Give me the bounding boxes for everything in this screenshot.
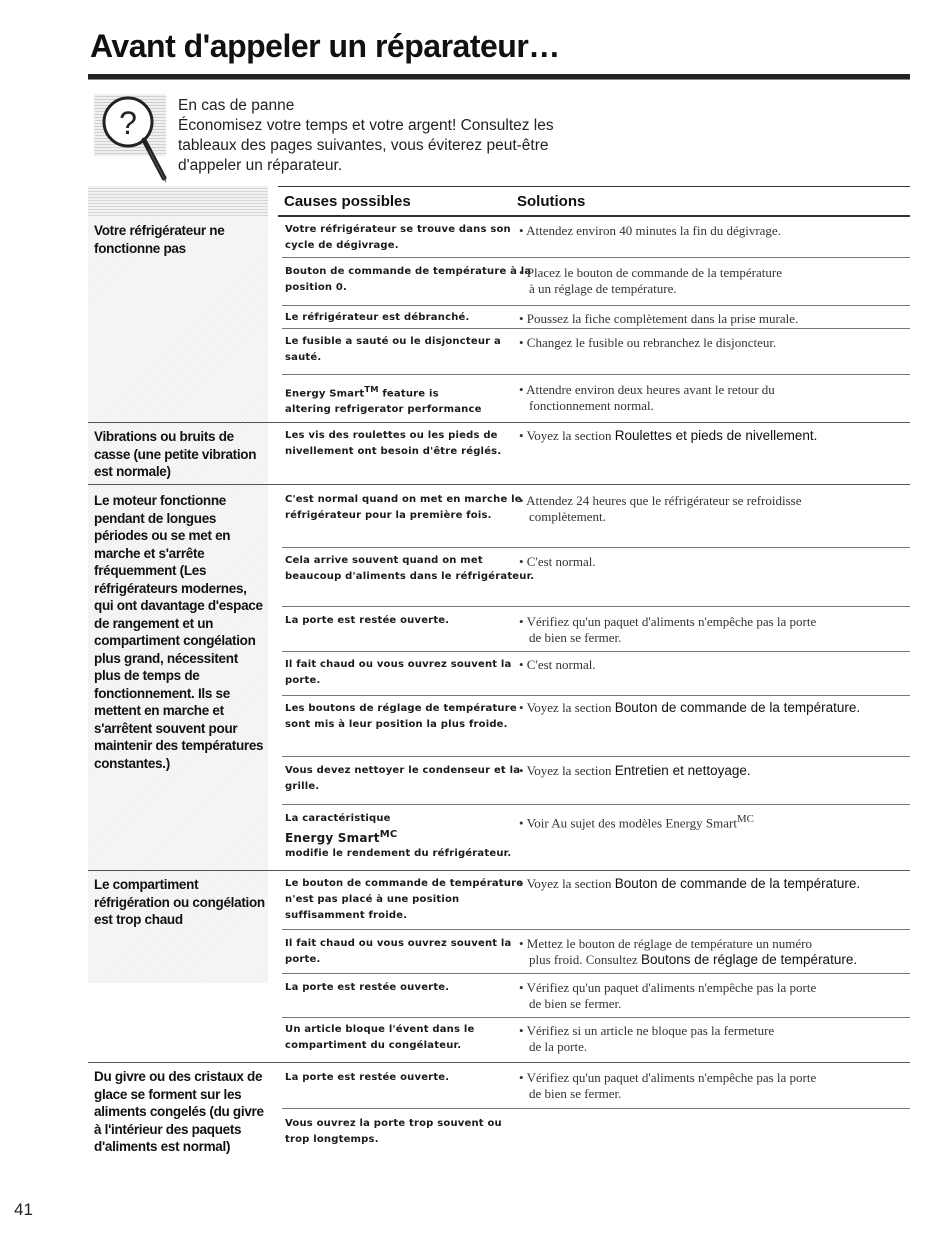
solution-text: • Placez le bouton de commande de la température à un réglage de température. bbox=[519, 265, 782, 296]
cause-text: C'est normal quand on met en marche le réfrigérateur pour la première fois. bbox=[285, 494, 522, 521]
page-title: Avant d'appeler un réparateur… bbox=[90, 28, 560, 64]
header-rule-bottom bbox=[278, 215, 910, 217]
cause-text: Cela arrive souvent quand on met beaucoup d'aliments dans le réfrigérateur. bbox=[285, 555, 535, 582]
solution-text: • C'est normal. bbox=[519, 554, 596, 569]
solution-text: • Voyez la section Roulettes et pieds de nivellement. bbox=[519, 428, 818, 443]
cause-text: Vous ouvrez la porte trop souvent ou trop longtemps. bbox=[285, 1118, 502, 1145]
column-header-causes: Causes possibles bbox=[284, 193, 411, 210]
row-divider bbox=[282, 1108, 910, 1109]
solution-text: • C'est normal. bbox=[519, 657, 596, 672]
intro-line: Économisez votre temps et votre argent! Consultez les bbox=[178, 117, 554, 134]
solution-text: • Vérifiez si un article ne bloque pas la fermeture de la porte. bbox=[519, 1023, 775, 1054]
section-divider bbox=[88, 870, 910, 871]
solution-text: • Changez le fusible ou rebranchez le disjoncteur. bbox=[519, 335, 777, 350]
cause-text: La porte est restée ouverte. bbox=[285, 982, 450, 993]
solution-text: • Voyez la section Entretien et nettoyage. bbox=[519, 763, 751, 778]
cause-text: Le fusible a sauté ou le disjoncteur a sauté. bbox=[285, 336, 501, 363]
intro-line: d'appeler un réparateur. bbox=[178, 157, 343, 174]
row-divider bbox=[282, 973, 910, 974]
problem-label: Le moteur fonctionne pendant de longues périodes ou se met en marche et s'arrête fréquemment (Les réfrigérateurs modernes, qui ont davantage d'espace de rangement et un compartiment congélation plus grand, nécessitent plus de temps de fonctionnement. Ils se mettent en marche et s'arrêtent souvent pour maintenir des températures constantes.) bbox=[94, 493, 264, 771]
cause-text: Un article bloque l'évent dans le compartiment du congélateur. bbox=[285, 1024, 475, 1051]
solution-text: • Vérifiez qu'un paquet d'aliments n'empêche pas la porte de bien se fermer. bbox=[519, 1070, 817, 1101]
solution-text: • Attendre environ deux heures avant le retour du fonctionnement normal. bbox=[519, 382, 775, 413]
cause-text: Votre réfrigérateur se trouve dans son cycle de dégivrage. bbox=[285, 224, 511, 251]
row-divider bbox=[282, 651, 910, 652]
solution-text: • Voir Au sujet des modèles Energy Smart$^{MC}$ bbox=[519, 813, 754, 831]
section-divider bbox=[88, 484, 910, 485]
section-divider bbox=[88, 1062, 910, 1063]
row-divider bbox=[282, 606, 910, 607]
cause-text: La caractéristique Energy Smart$^{MC}$ modifie le rendement du réfrigérateur. bbox=[285, 813, 512, 859]
cause-text: Vous devez nettoyer le condenseur et la grille. bbox=[285, 765, 521, 792]
problem-label: Du givre ou des cristaux de glace se forment sur les aliments congelés (du givre à l'intérieur des paquets d'aliments est normal) bbox=[94, 1069, 264, 1154]
section-divider bbox=[88, 422, 910, 423]
row-divider bbox=[282, 374, 910, 375]
problem-label: Le compartiment réfrigération ou congélation est trop chaud bbox=[94, 877, 265, 927]
row-divider bbox=[282, 257, 910, 258]
row-divider bbox=[282, 328, 910, 329]
cause-text: Les vis des roulettes ou les pieds de nivellement ont besoin d'être réglés. bbox=[285, 430, 502, 457]
cause-text: Energy Smart™ feature is altering refrigerator performance bbox=[285, 384, 482, 416]
solution-text: • Vérifiez qu'un paquet d'aliments n'empêche pas la porte de bien se fermer. bbox=[519, 614, 817, 645]
cause-text: La porte est restée ouverte. bbox=[285, 615, 450, 626]
page-number: 41 bbox=[14, 1200, 33, 1219]
cause-text: Il fait chaud ou vous ouvrez souvent la porte. bbox=[285, 938, 512, 965]
header-rule-top bbox=[278, 186, 910, 187]
row-divider bbox=[282, 695, 910, 696]
row-divider bbox=[282, 804, 910, 805]
solution-text: • Attendez environ 40 minutes la fin du dégivrage. bbox=[519, 223, 781, 238]
header-band bbox=[88, 186, 268, 216]
problem-label: Vibrations ou bruits de casse (une petite vibration est normale) bbox=[94, 429, 257, 479]
row-divider bbox=[282, 1017, 910, 1018]
column-header-solutions: Solutions bbox=[517, 193, 586, 210]
cause-text: Les boutons de réglage de température sont mis à leur position la plus froide. bbox=[285, 703, 517, 730]
solution-text: • Voyez la section Bouton de commande de la température. bbox=[519, 700, 861, 715]
intro-line: tableaux des pages suivantes, vous éviterez peut-être bbox=[178, 137, 549, 154]
cause-text: Le réfrigérateur est débranché. bbox=[285, 312, 470, 323]
solution-text: • Poussez la fiche complètement dans la prise murale. bbox=[519, 311, 799, 326]
cause-text: Bouton de commande de température à la position 0. bbox=[285, 266, 532, 293]
row-divider bbox=[282, 305, 910, 306]
intro-line: En cas de panne bbox=[178, 97, 295, 114]
title-rule bbox=[88, 74, 910, 80]
row-divider bbox=[282, 929, 910, 930]
problem-label: Votre réfrigérateur ne fonctionne pas bbox=[94, 223, 225, 256]
solution-text: • Mettez le bouton de réglage de température un numéro plus froid. Consultez Boutons de réglage de température. bbox=[519, 936, 858, 967]
row-divider bbox=[282, 756, 910, 757]
svg-text:?: ? bbox=[119, 105, 137, 141]
cause-text: Il fait chaud ou vous ouvrez souvent la porte. bbox=[285, 659, 512, 686]
question-magnifier-icon bbox=[94, 90, 174, 186]
row-divider bbox=[282, 547, 910, 548]
cause-text: La porte est restée ouverte. bbox=[285, 1072, 450, 1083]
solution-text: • Attendez 24 heures que le réfrigérateur se refroidisse complètement. bbox=[519, 493, 802, 524]
solution-text: • Vérifiez qu'un paquet d'aliments n'empêche pas la porte de bien se fermer. bbox=[519, 980, 817, 1011]
solution-text: • Voyez la section Bouton de commande de la température. bbox=[519, 876, 861, 891]
cause-text: Le bouton de commande de température n'est pas placé à une position suffisamment froide. bbox=[285, 878, 524, 921]
intro-text bbox=[178, 96, 598, 176]
